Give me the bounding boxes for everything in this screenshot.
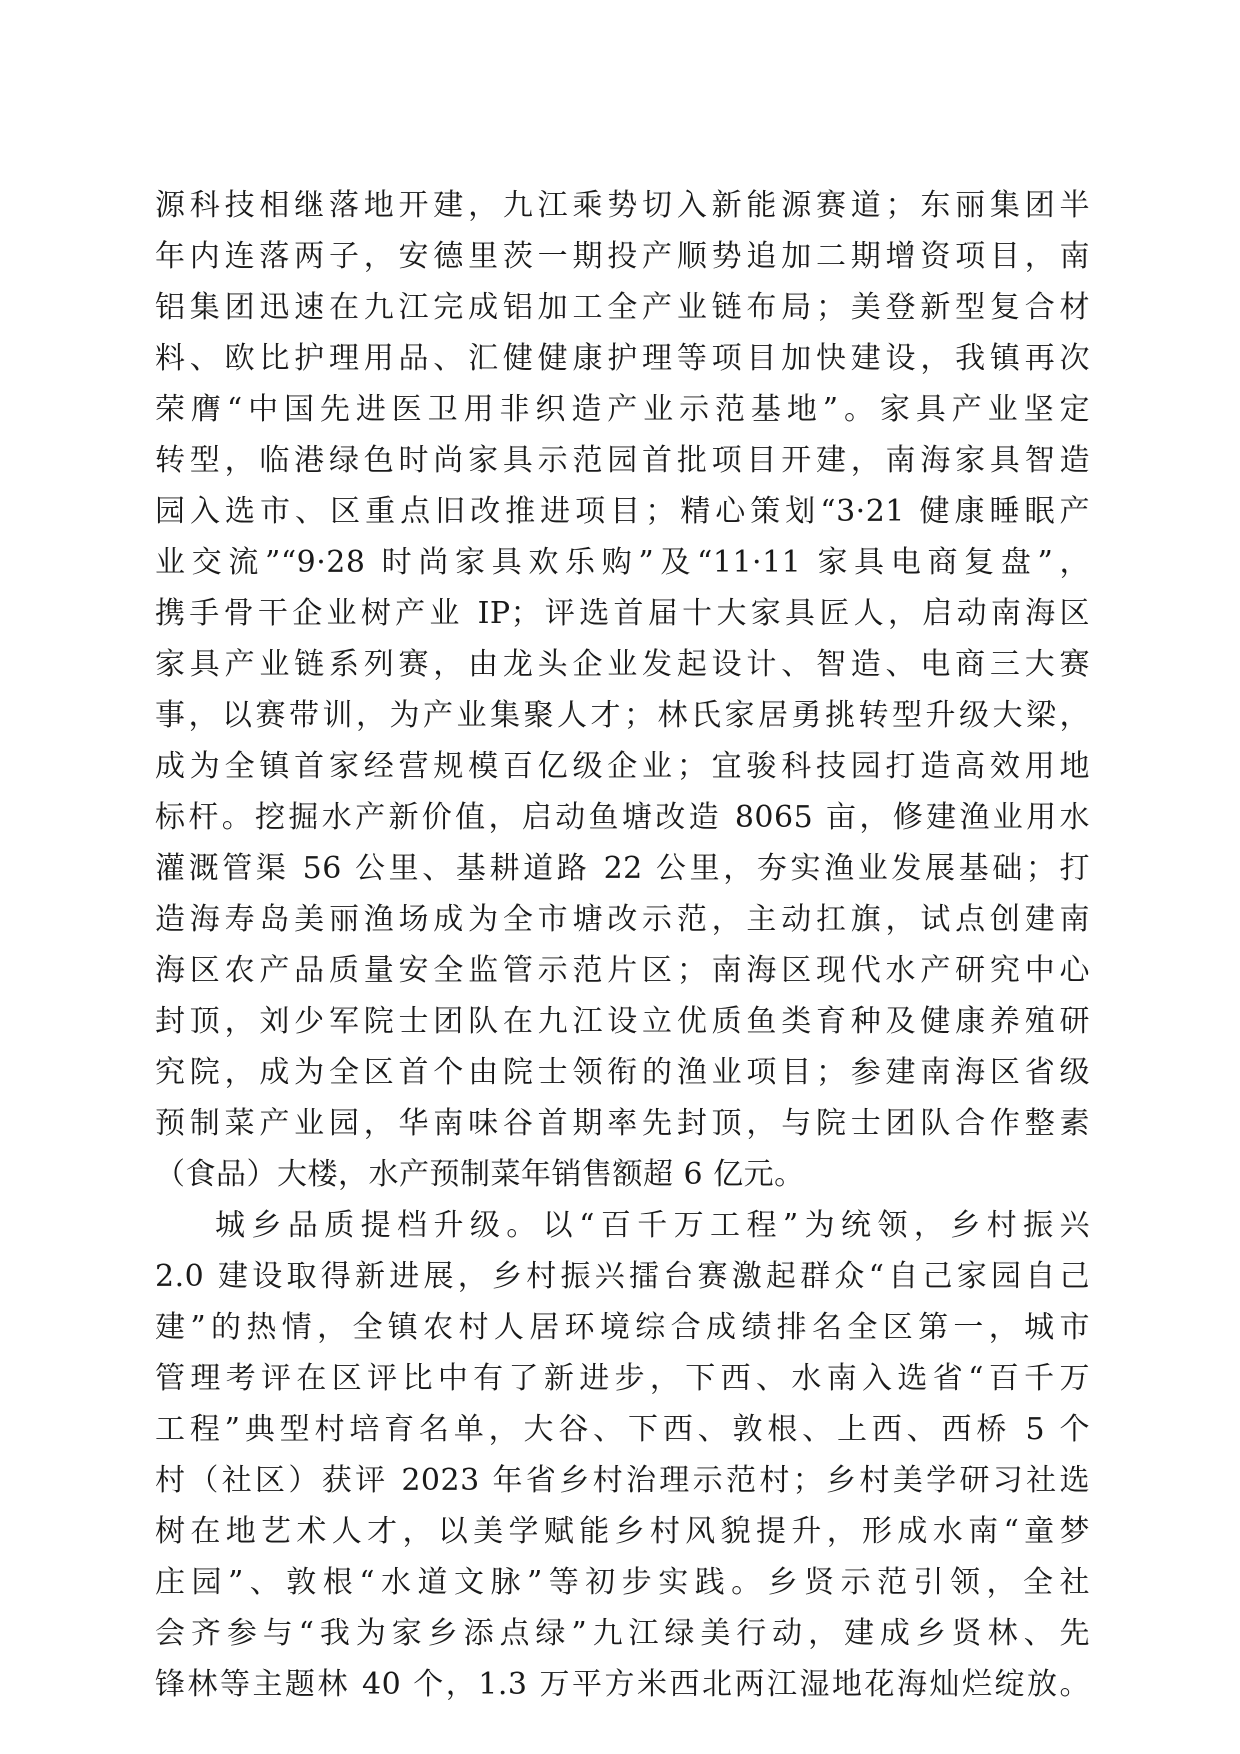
text-line: 会齐参与“我为家乡添点绿”九江绿美行动，建成乡贤林、先 — [155, 1616, 1090, 1651]
text-line: 成为全镇首家经营规模百亿级企业；宜骏科技园打造高效用地 — [155, 749, 1090, 784]
text-line: 封顶，刘少军院士团队在九江设立优质鱼类育种及健康养殖研 — [155, 1004, 1090, 1039]
text-line: 究院，成为全区首个由院士领衔的渔业项目；参建南海区省级 — [155, 1055, 1090, 1090]
text-line: 管理考评在区评比中有了新进步，下西、水南入选省“百千万 — [155, 1361, 1090, 1396]
text-line: 锋林等主题林 40 个，1.3 万平方米西北两江湿地花海灿烂绽放。 — [155, 1667, 1090, 1702]
text-line: 园入选市、区重点旧改推进项目；精心策划“3·21 健康睡眠产 — [155, 494, 1090, 529]
text-line: 料、欧比护理用品、汇健健康护理等项目加快建设，我镇再次 — [155, 341, 1090, 376]
text-line: 标杆。挖掘水产新价值，启动鱼塘改造 8065 亩，修建渔业用水 — [155, 800, 1090, 835]
text-line: 村（社区）获评 2023 年省乡村治理示范村；乡村美学研习社选 — [155, 1463, 1090, 1498]
body-text — [155, 180, 1090, 1710]
text-line: 海区农产品质量安全监管示范片区；南海区现代水产研究中心 — [155, 953, 1090, 988]
text-line: 转型，临港绿色时尚家具示范园首批项目开建，南海家具智造 — [155, 443, 1090, 478]
text-line: 工程”典型村培育名单，大谷、下西、敦根、上西、西桥 5 个 — [155, 1412, 1090, 1447]
text-line: 铝集团迅速在九江完成铝加工全产业链布局；美登新型复合材 — [155, 290, 1090, 325]
paragraph-industry — [155, 180, 1090, 1200]
text-line: 携手骨干企业树产业 IP；评选首届十大家具匠人，启动南海区 — [155, 596, 1090, 631]
text-line: 事，以赛带训，为产业集聚人才；林氏家居勇挑转型升级大梁， — [155, 698, 1090, 733]
text-line: 预制菜产业园，华南味谷首期率先封顶，与院士团队合作整素 — [155, 1106, 1090, 1141]
text-line: 年内连落两子，安德里茨一期投产顺势追加二期增资项目，南 — [155, 239, 1090, 274]
text-line: 建”的热情，全镇农村人居环境综合成绩排名全区第一，城市 — [155, 1310, 1090, 1345]
text-line: 庄园”、敦根“水道文脉”等初步实践。乡贤示范引领，全社 — [155, 1565, 1090, 1600]
text-line: 2.0 建设取得新进展，乡村振兴擂台赛激起群众“自己家园自己 — [155, 1259, 1090, 1294]
text-line: 树在地艺术人才，以美学赋能乡村风貌提升，形成水南“童梦 — [155, 1514, 1090, 1549]
paragraph-first-line: 城乡品质提档升级。以“百千万工程”为统领，乡村振兴 — [215, 1208, 1090, 1243]
text-line: 荣膺“中国先进医卫用非织造产业示范基地”。家具产业坚定 — [155, 392, 1090, 427]
paragraph-urban-rural — [155, 1200, 1090, 1710]
text-line: 源科技相继落地开建，九江乘势切入新能源赛道；东丽集团半 — [155, 188, 1090, 223]
text-line: 灌溉管渠 56 公里、基耕道路 22 公里，夯实渔业发展基础；打 — [155, 851, 1090, 886]
text-line: 造海寿岛美丽渔场成为全市塘改示范，主动扛旗，试点创建南 — [155, 902, 1090, 937]
text-line: （食品）大楼，水产预制菜年销售额超 6 亿元。 — [155, 1157, 805, 1192]
text-line: 业交流”“9·28 时尚家具欢乐购”及“11·11 家具电商复盘”， — [155, 545, 1090, 580]
text-line: 家具产业链系列赛，由龙头企业发起设计、智造、电商三大赛 — [155, 647, 1090, 682]
